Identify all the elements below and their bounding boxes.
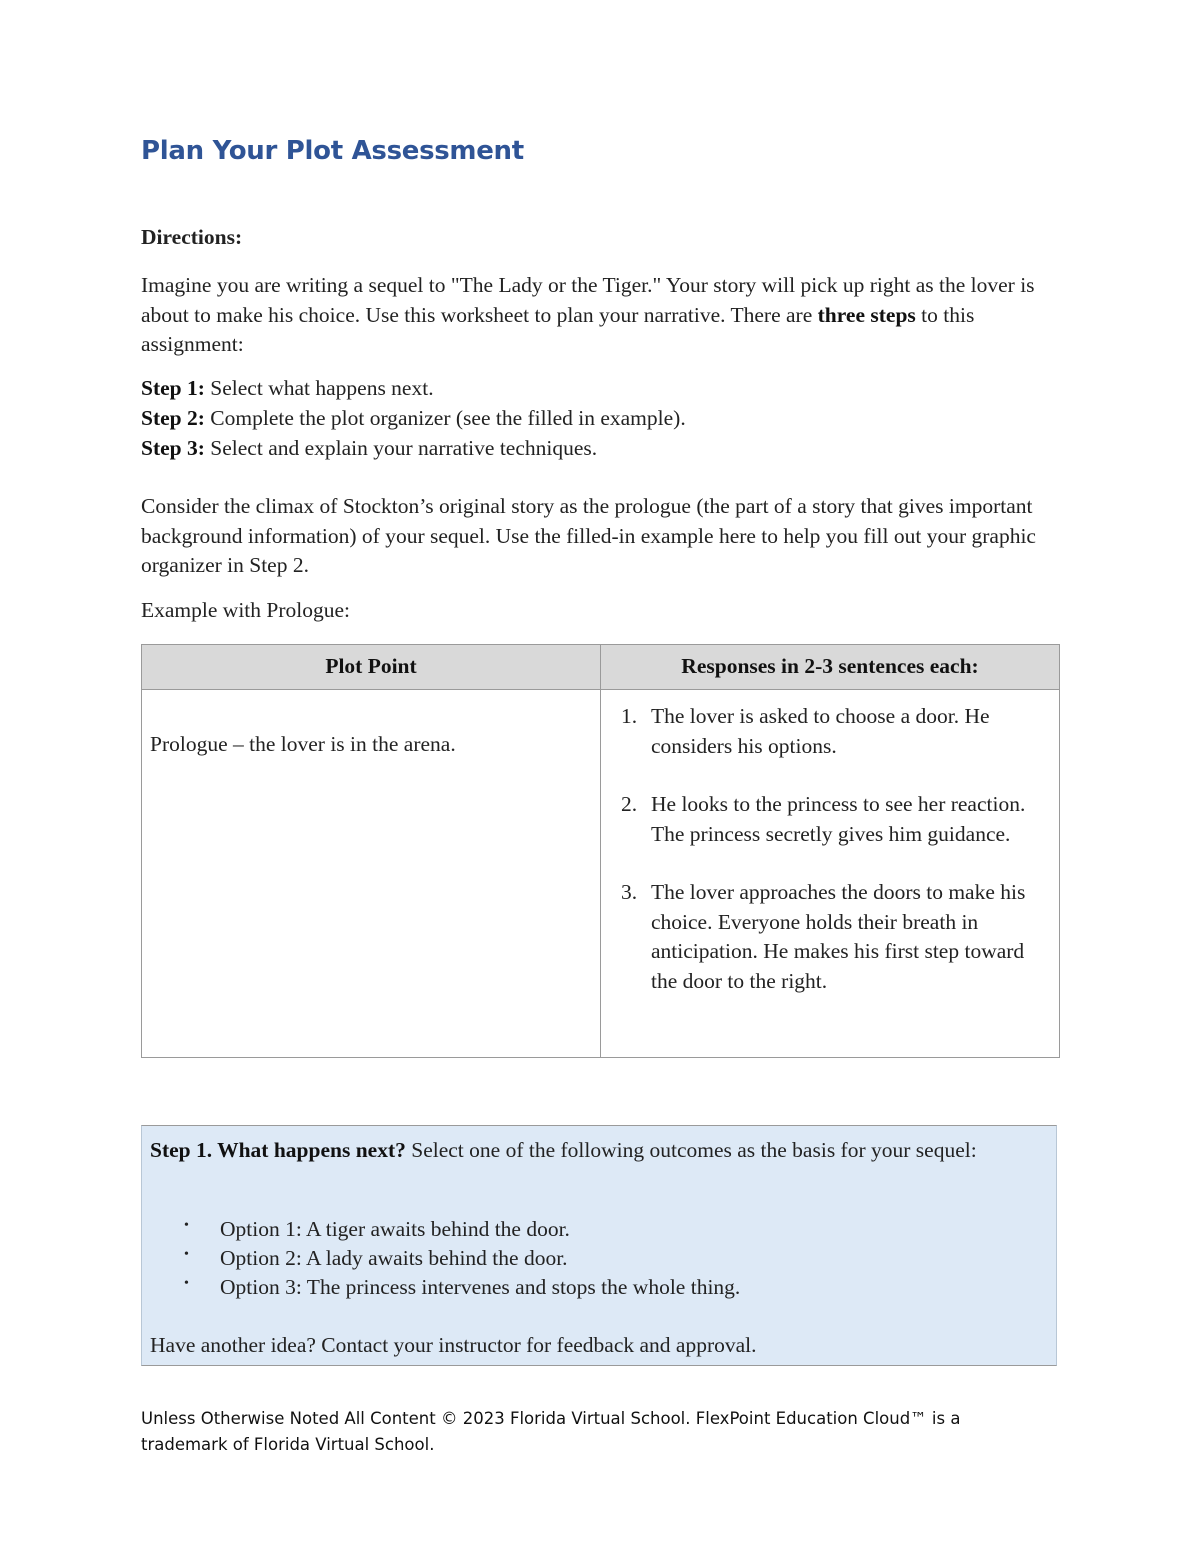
list-text: He looks to the princess to see her reaction. The princess secretly gives him guidance. (651, 792, 1026, 846)
consider-paragraph: Consider the climax of Stockton’s original story as the prologue (the part of a story that gives important background information) of your sequel. Use the filled-in example here to help you fill out your graphic organizer in Step 2. (141, 494, 1036, 577)
step-label: Step 3: (141, 436, 205, 460)
intro-text-1: Imagine you are writing a sequel to "The Lady or the Tiger." Your story will pick up right as the lover is about to make his choice. Use this worksheet to plan your narrative. There are (141, 273, 1035, 327)
step1-intro-text: Select one of the following outcomes as the basis for your sequel: (405, 1138, 977, 1162)
example-label: Example with Prologue: (141, 598, 350, 622)
step1-box (141, 1125, 1057, 1366)
bullet-icon: • (184, 1247, 189, 1262)
step-text: Complete the plot organizer (see the filled in example). (204, 406, 686, 430)
step-label: Step 1: (141, 376, 205, 400)
plot-point-cell: Prologue – the lover is in the arena. (142, 690, 601, 1058)
options-list (184, 1215, 740, 1302)
list-number: 1. (621, 704, 638, 728)
list-number: 2. (621, 792, 638, 816)
step1-heading: Step 1. What happens next? (150, 1138, 406, 1162)
responses-cell (601, 690, 1060, 1058)
responses-list (621, 702, 1045, 996)
option-text: Option 2: A lady awaits behind the door. (220, 1246, 568, 1270)
option-text: Option 3: The princess intervenes and stops the whole thing. (220, 1275, 741, 1299)
list-item (184, 1273, 740, 1302)
header-plot-point: Plot Point (142, 645, 601, 690)
list-item (621, 878, 1045, 996)
step-line-3 (141, 433, 1061, 463)
step1-intro (150, 1136, 1030, 1166)
option-text: Option 1: A tiger awaits behind the door. (220, 1217, 570, 1241)
bullet-icon: • (184, 1218, 189, 1233)
intro-bold-text: three steps (817, 302, 916, 327)
intro-paragraph (141, 271, 1061, 360)
step-text: Select and explain your narrative techniques. (204, 436, 598, 460)
page-title: Plan Your Plot Assessment (141, 136, 524, 166)
table-header-row (142, 645, 1060, 690)
list-number: 3. (621, 880, 638, 904)
list-text: The lover is asked to choose a door. He considers his options. (651, 704, 990, 758)
list-item (184, 1244, 740, 1273)
step-line-1 (141, 373, 1061, 403)
header-responses: Responses in 2-3 sentences each: (601, 645, 1060, 690)
list-text: The lover approaches the doors to make his choice. Everyone holds their breath in anticipation. He makes his first step toward the door to the right. (651, 880, 1026, 993)
footer-copyright: Unless Otherwise Noted All Content © 2023 Florida Virtual School. FlexPoint Education Cloud™ is a trademark of Florida Virtual School. (141, 1409, 961, 1454)
intro-text-2: to this assignment: (141, 302, 975, 356)
list-item (621, 790, 1045, 849)
list-item (621, 702, 1045, 761)
bullet-icon: • (184, 1276, 189, 1291)
directions-label: Directions: (141, 225, 243, 249)
table-row (142, 690, 1060, 1058)
list-item (184, 1215, 740, 1244)
step-label: Step 2: (141, 406, 205, 430)
steps-list (141, 373, 1061, 463)
example-plot-table (141, 644, 1060, 1058)
step-line-2 (141, 403, 1061, 433)
step1-note: Have another idea? Contact your instructor for feedback and approval. (150, 1333, 757, 1357)
step-text: Select what happens next. (204, 376, 434, 400)
